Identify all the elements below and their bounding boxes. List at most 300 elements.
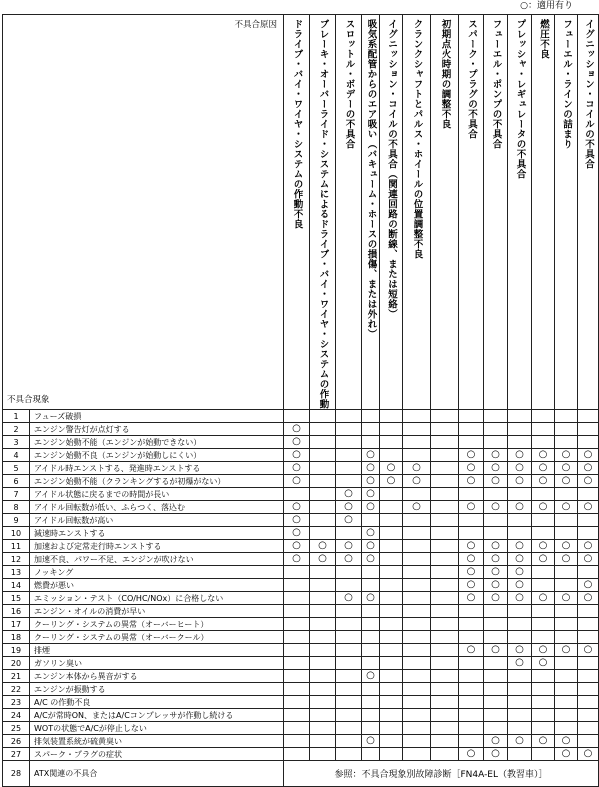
table-row — [3, 709, 599, 722]
empty-cell — [578, 514, 599, 527]
applicable-mark: ○ — [508, 449, 532, 462]
empty-cell — [380, 709, 403, 722]
empty-cell — [555, 605, 578, 618]
empty-cell — [380, 410, 403, 423]
table-row — [3, 579, 599, 592]
cause-column-header — [362, 15, 380, 410]
empty-cell — [484, 631, 508, 644]
applicable-mark: ○ — [284, 527, 310, 540]
empty-cell — [431, 670, 459, 683]
empty-cell — [431, 462, 459, 475]
applicable-mark: ○ — [284, 462, 310, 475]
empty-cell — [362, 683, 380, 696]
empty-cell — [380, 540, 403, 553]
empty-cell — [380, 631, 403, 644]
empty-cell — [459, 735, 484, 748]
applicable-mark: ○ — [336, 514, 362, 527]
cause-column-header — [508, 15, 532, 410]
empty-cell — [459, 722, 484, 735]
applicable-mark: ○ — [555, 748, 578, 761]
cause-label: 燃圧不良 — [538, 19, 549, 59]
empty-cell — [578, 709, 599, 722]
row-number: 28 — [3, 761, 30, 787]
empty-cell — [310, 579, 336, 592]
empty-cell — [508, 631, 532, 644]
empty-cell — [362, 618, 380, 631]
empty-cell — [284, 488, 310, 501]
empty-cell — [310, 514, 336, 527]
empty-cell — [403, 592, 431, 605]
empty-cell — [403, 709, 431, 722]
empty-cell — [532, 410, 555, 423]
empty-cell — [484, 527, 508, 540]
empty-cell — [380, 735, 403, 748]
symptom-cell: スパーク・プラグの症状 — [30, 748, 284, 761]
applicable-mark: ○ — [403, 462, 431, 475]
empty-cell — [508, 748, 532, 761]
cause-column-header — [484, 15, 508, 410]
applicable-mark: ○ — [459, 449, 484, 462]
empty-cell — [431, 514, 459, 527]
empty-cell — [284, 735, 310, 748]
table-row — [3, 670, 599, 683]
cause-label: スパーク・プラグの不具合 — [466, 19, 477, 139]
empty-cell — [508, 423, 532, 436]
applicable-mark: ○ — [484, 553, 508, 566]
empty-cell — [362, 436, 380, 449]
empty-cell — [555, 696, 578, 709]
applicable-mark: ○ — [578, 748, 599, 761]
cause-label: ブレーキ・オーバーライド・システムによるドライブ・バイ・ワイヤ・システムの作動 — [317, 19, 329, 409]
table-row — [3, 644, 599, 657]
row-number: 7 — [3, 488, 30, 501]
empty-cell — [403, 566, 431, 579]
applicable-mark: ○ — [532, 644, 555, 657]
empty-cell — [284, 566, 310, 579]
empty-cell — [362, 566, 380, 579]
table-row — [3, 696, 599, 709]
empty-cell — [555, 709, 578, 722]
table-row — [3, 592, 599, 605]
applicable-mark: ○ — [459, 592, 484, 605]
symptom-cell: 排煙 — [30, 644, 284, 657]
applicable-mark: ○ — [362, 449, 380, 462]
applicable-mark: ○ — [532, 501, 555, 514]
empty-cell — [403, 748, 431, 761]
empty-cell — [508, 670, 532, 683]
empty-cell — [310, 423, 336, 436]
empty-cell — [403, 488, 431, 501]
applicable-mark: ○ — [484, 462, 508, 475]
symptom-cell: A/C の作動不良 — [30, 696, 284, 709]
table-row — [3, 436, 599, 449]
table-row — [3, 488, 599, 501]
applicable-mark: ○ — [284, 514, 310, 527]
empty-cell — [403, 423, 431, 436]
cause-label: クランクシャフトとパルス・ホイールの位置調整不良 — [411, 19, 423, 259]
empty-cell — [578, 423, 599, 436]
empty-cell — [555, 566, 578, 579]
applicable-mark: ○ — [459, 540, 484, 553]
symptom-cell: クーリング・システムの異常（オーバーヒート） — [30, 618, 284, 631]
empty-cell — [336, 683, 362, 696]
applicable-mark: ○ — [555, 475, 578, 488]
cause-label: イグニッション・コイルの不具合 — [583, 19, 594, 169]
empty-cell — [459, 410, 484, 423]
applicable-mark: ○ — [484, 475, 508, 488]
symptom-cell: エンジンが振動する — [30, 683, 284, 696]
empty-cell — [362, 605, 380, 618]
empty-cell — [336, 579, 362, 592]
applicable-mark: ○ — [508, 657, 532, 670]
empty-cell — [532, 423, 555, 436]
empty-cell — [403, 670, 431, 683]
empty-cell — [362, 410, 380, 423]
empty-cell — [284, 618, 310, 631]
empty-cell — [431, 410, 459, 423]
empty-cell — [555, 436, 578, 449]
empty-cell — [336, 631, 362, 644]
empty-cell — [403, 735, 431, 748]
table-row — [3, 605, 599, 618]
empty-cell — [431, 696, 459, 709]
empty-cell — [284, 670, 310, 683]
cause-column-header — [336, 15, 362, 410]
cause-column-header — [284, 15, 310, 410]
applicable-mark: ○ — [508, 644, 532, 657]
empty-cell — [431, 488, 459, 501]
empty-cell — [508, 722, 532, 735]
applicable-mark: ○ — [484, 748, 508, 761]
empty-cell — [310, 592, 336, 605]
applicable-mark: ○ — [555, 501, 578, 514]
empty-cell — [380, 592, 403, 605]
empty-cell — [380, 670, 403, 683]
empty-cell — [431, 644, 459, 657]
applicable-mark: ○ — [532, 462, 555, 475]
empty-cell — [431, 553, 459, 566]
empty-cell — [459, 683, 484, 696]
applicable-mark: ○ — [380, 462, 403, 475]
empty-cell — [431, 527, 459, 540]
symptom-cell: クーリング・システムの異常（オーバークール） — [30, 631, 284, 644]
symptom-cell: アイドル回転数が低い、ふらつく、落込む — [30, 501, 284, 514]
symptom-cell: ATX関連の不具合 — [30, 761, 284, 787]
empty-cell — [459, 436, 484, 449]
empty-cell — [284, 410, 310, 423]
cause-label: イグニッション・コイルの不具合（関連回路の断線、または短絡） — [386, 19, 397, 319]
empty-cell — [532, 579, 555, 592]
table-row — [3, 618, 599, 631]
cause-column-header — [532, 15, 555, 410]
table-row — [3, 540, 599, 553]
empty-cell — [508, 436, 532, 449]
applicable-mark: ○ — [555, 449, 578, 462]
empty-cell — [310, 631, 336, 644]
row-number: 27 — [3, 748, 30, 761]
empty-cell — [431, 501, 459, 514]
empty-cell — [508, 696, 532, 709]
empty-cell — [380, 605, 403, 618]
empty-cell — [284, 722, 310, 735]
empty-cell — [403, 683, 431, 696]
empty-cell — [532, 566, 555, 579]
row-number: 3 — [3, 436, 30, 449]
row-number: 23 — [3, 696, 30, 709]
empty-cell — [532, 748, 555, 761]
empty-cell — [336, 436, 362, 449]
empty-cell — [431, 605, 459, 618]
empty-cell — [336, 748, 362, 761]
applicable-mark: ○ — [484, 579, 508, 592]
empty-cell — [431, 579, 459, 592]
empty-cell — [284, 748, 310, 761]
table-row — [3, 566, 599, 579]
empty-cell — [431, 683, 459, 696]
empty-cell — [459, 670, 484, 683]
empty-cell — [459, 696, 484, 709]
empty-cell — [578, 631, 599, 644]
empty-cell — [555, 631, 578, 644]
empty-cell — [310, 670, 336, 683]
empty-cell — [532, 436, 555, 449]
symptom-cell: エミッション・テスト（CO/HC/NOx）に合格しない — [30, 592, 284, 605]
empty-cell — [555, 670, 578, 683]
row-number: 10 — [3, 527, 30, 540]
applicable-mark: ○ — [532, 540, 555, 553]
empty-cell — [403, 631, 431, 644]
applicable-mark: ○ — [362, 501, 380, 514]
empty-cell — [380, 683, 403, 696]
empty-cell — [362, 748, 380, 761]
applicable-mark: ○ — [284, 423, 310, 436]
empty-cell — [380, 449, 403, 462]
empty-cell — [532, 722, 555, 735]
applicable-mark: ○ — [484, 566, 508, 579]
row-number: 15 — [3, 592, 30, 605]
empty-cell — [310, 618, 336, 631]
applicable-mark: ○ — [484, 540, 508, 553]
empty-cell — [431, 449, 459, 462]
empty-cell — [362, 657, 380, 670]
empty-cell — [336, 449, 362, 462]
empty-cell — [484, 709, 508, 722]
empty-cell — [380, 722, 403, 735]
applicable-mark: ○ — [484, 735, 508, 748]
applicable-mark: ○ — [403, 501, 431, 514]
row-number: 13 — [3, 566, 30, 579]
symptom-cell: フューズ破損 — [30, 410, 284, 423]
empty-cell — [336, 735, 362, 748]
symptom-cell: エンジン・オイルの消費が早い — [30, 605, 284, 618]
empty-cell — [532, 709, 555, 722]
table-row — [3, 527, 599, 540]
empty-cell — [336, 410, 362, 423]
table-row — [3, 410, 599, 423]
applicable-mark: ○ — [284, 553, 310, 566]
cause-header-label: 不具合原因 — [234, 20, 277, 30]
applicable-mark: ○ — [484, 501, 508, 514]
symptom-cell: エンジン始動不能（エンジンが始動できない） — [30, 436, 284, 449]
empty-cell — [336, 527, 362, 540]
empty-cell — [310, 722, 336, 735]
empty-cell — [484, 488, 508, 501]
row-number: 4 — [3, 449, 30, 462]
empty-cell — [508, 605, 532, 618]
empty-cell — [403, 657, 431, 670]
empty-cell — [284, 683, 310, 696]
applicable-mark: ○ — [459, 501, 484, 514]
applicable-mark: ○ — [336, 592, 362, 605]
applicable-mark: ○ — [459, 644, 484, 657]
table-row — [3, 514, 599, 527]
empty-cell — [362, 631, 380, 644]
applicable-mark: ○ — [362, 553, 380, 566]
applicable-mark: ○ — [284, 501, 310, 514]
applicable-mark: ○ — [555, 462, 578, 475]
row-number: 11 — [3, 540, 30, 553]
empty-cell — [284, 631, 310, 644]
cause-column-header — [459, 15, 484, 410]
empty-cell — [310, 475, 336, 488]
empty-cell — [484, 722, 508, 735]
empty-cell — [532, 514, 555, 527]
empty-cell — [555, 410, 578, 423]
applicable-mark: ○ — [284, 475, 310, 488]
applicable-mark: ○ — [532, 475, 555, 488]
empty-cell — [380, 501, 403, 514]
symptom-cell: アイドル状態に戻るまでの時間が長い — [30, 488, 284, 501]
symptom-cell: 排気装置系統が硫黄臭い — [30, 735, 284, 748]
row-number: 26 — [3, 735, 30, 748]
empty-cell — [459, 605, 484, 618]
applicable-mark: ○ — [578, 592, 599, 605]
empty-cell — [508, 618, 532, 631]
applicable-mark: ○ — [362, 527, 380, 540]
applicable-mark: ○ — [555, 553, 578, 566]
empty-cell — [578, 696, 599, 709]
empty-cell — [403, 514, 431, 527]
symptom-cell: ガソリン臭い — [30, 657, 284, 670]
empty-cell — [532, 670, 555, 683]
cause-column-header — [578, 15, 599, 410]
applicable-mark: ○ — [459, 475, 484, 488]
symptom-cell: WOTの状態でA/Cが停止しない — [30, 722, 284, 735]
symptom-cell: エンジン本体から異音がする — [30, 670, 284, 683]
empty-cell — [403, 436, 431, 449]
empty-cell — [403, 527, 431, 540]
empty-cell — [508, 527, 532, 540]
empty-cell — [532, 618, 555, 631]
empty-cell — [380, 748, 403, 761]
applicable-mark: ○ — [555, 592, 578, 605]
empty-cell — [403, 449, 431, 462]
empty-cell — [380, 579, 403, 592]
row-number: 17 — [3, 618, 30, 631]
cause-column-header — [403, 15, 431, 410]
empty-cell — [578, 618, 599, 631]
empty-cell — [532, 527, 555, 540]
empty-cell — [310, 436, 336, 449]
empty-cell — [459, 488, 484, 501]
empty-cell — [578, 670, 599, 683]
applicable-mark: ○ — [578, 475, 599, 488]
empty-cell — [310, 566, 336, 579]
empty-cell — [431, 540, 459, 553]
empty-cell — [508, 410, 532, 423]
applicable-mark: ○ — [578, 540, 599, 553]
row-number: 16 — [3, 605, 30, 618]
applicable-mark: ○ — [555, 644, 578, 657]
empty-cell — [403, 579, 431, 592]
table-row — [3, 748, 599, 761]
empty-cell — [284, 696, 310, 709]
empty-cell — [310, 488, 336, 501]
empty-cell — [380, 566, 403, 579]
empty-cell — [380, 527, 403, 540]
empty-cell — [578, 722, 599, 735]
empty-cell — [310, 683, 336, 696]
applicable-mark: ○ — [362, 592, 380, 605]
empty-cell — [403, 540, 431, 553]
row-number: 8 — [3, 501, 30, 514]
applicable-mark: ○ — [508, 553, 532, 566]
empty-cell — [380, 514, 403, 527]
empty-cell — [380, 423, 403, 436]
applicable-mark: ○ — [362, 488, 380, 501]
empty-cell — [403, 722, 431, 735]
empty-cell — [532, 605, 555, 618]
empty-cell — [403, 618, 431, 631]
empty-cell — [431, 735, 459, 748]
applicable-mark: ○ — [578, 644, 599, 657]
row-number: 21 — [3, 670, 30, 683]
applicable-mark: ○ — [380, 475, 403, 488]
empty-cell — [380, 644, 403, 657]
empty-cell — [431, 722, 459, 735]
empty-cell — [555, 657, 578, 670]
applicable-mark: ○ — [484, 592, 508, 605]
empty-cell — [484, 696, 508, 709]
applicable-mark: ○ — [532, 657, 555, 670]
applicable-mark: ○ — [284, 540, 310, 553]
empty-cell — [459, 527, 484, 540]
applicable-mark: ○ — [459, 462, 484, 475]
applicable-mark: ○ — [362, 735, 380, 748]
empty-cell — [578, 683, 599, 696]
empty-cell — [484, 670, 508, 683]
empty-cell — [431, 423, 459, 436]
empty-cell — [578, 657, 599, 670]
empty-cell — [431, 657, 459, 670]
empty-cell — [431, 631, 459, 644]
empty-cell — [380, 488, 403, 501]
applicable-mark: ○ — [508, 475, 532, 488]
applicable-mark: ○ — [532, 735, 555, 748]
empty-cell — [431, 748, 459, 761]
empty-cell — [555, 618, 578, 631]
empty-cell — [336, 644, 362, 657]
empty-cell — [459, 423, 484, 436]
row-number: 14 — [3, 579, 30, 592]
symptom-cell: アイドル回転数が高い — [30, 514, 284, 527]
empty-cell — [310, 696, 336, 709]
table-row — [3, 475, 599, 488]
empty-cell — [508, 709, 532, 722]
empty-cell — [310, 449, 336, 462]
symptom-cell: 燃費が悪い — [30, 579, 284, 592]
symptom-cell: エンジン始動不良（エンジンが始動しにくい） — [30, 449, 284, 462]
